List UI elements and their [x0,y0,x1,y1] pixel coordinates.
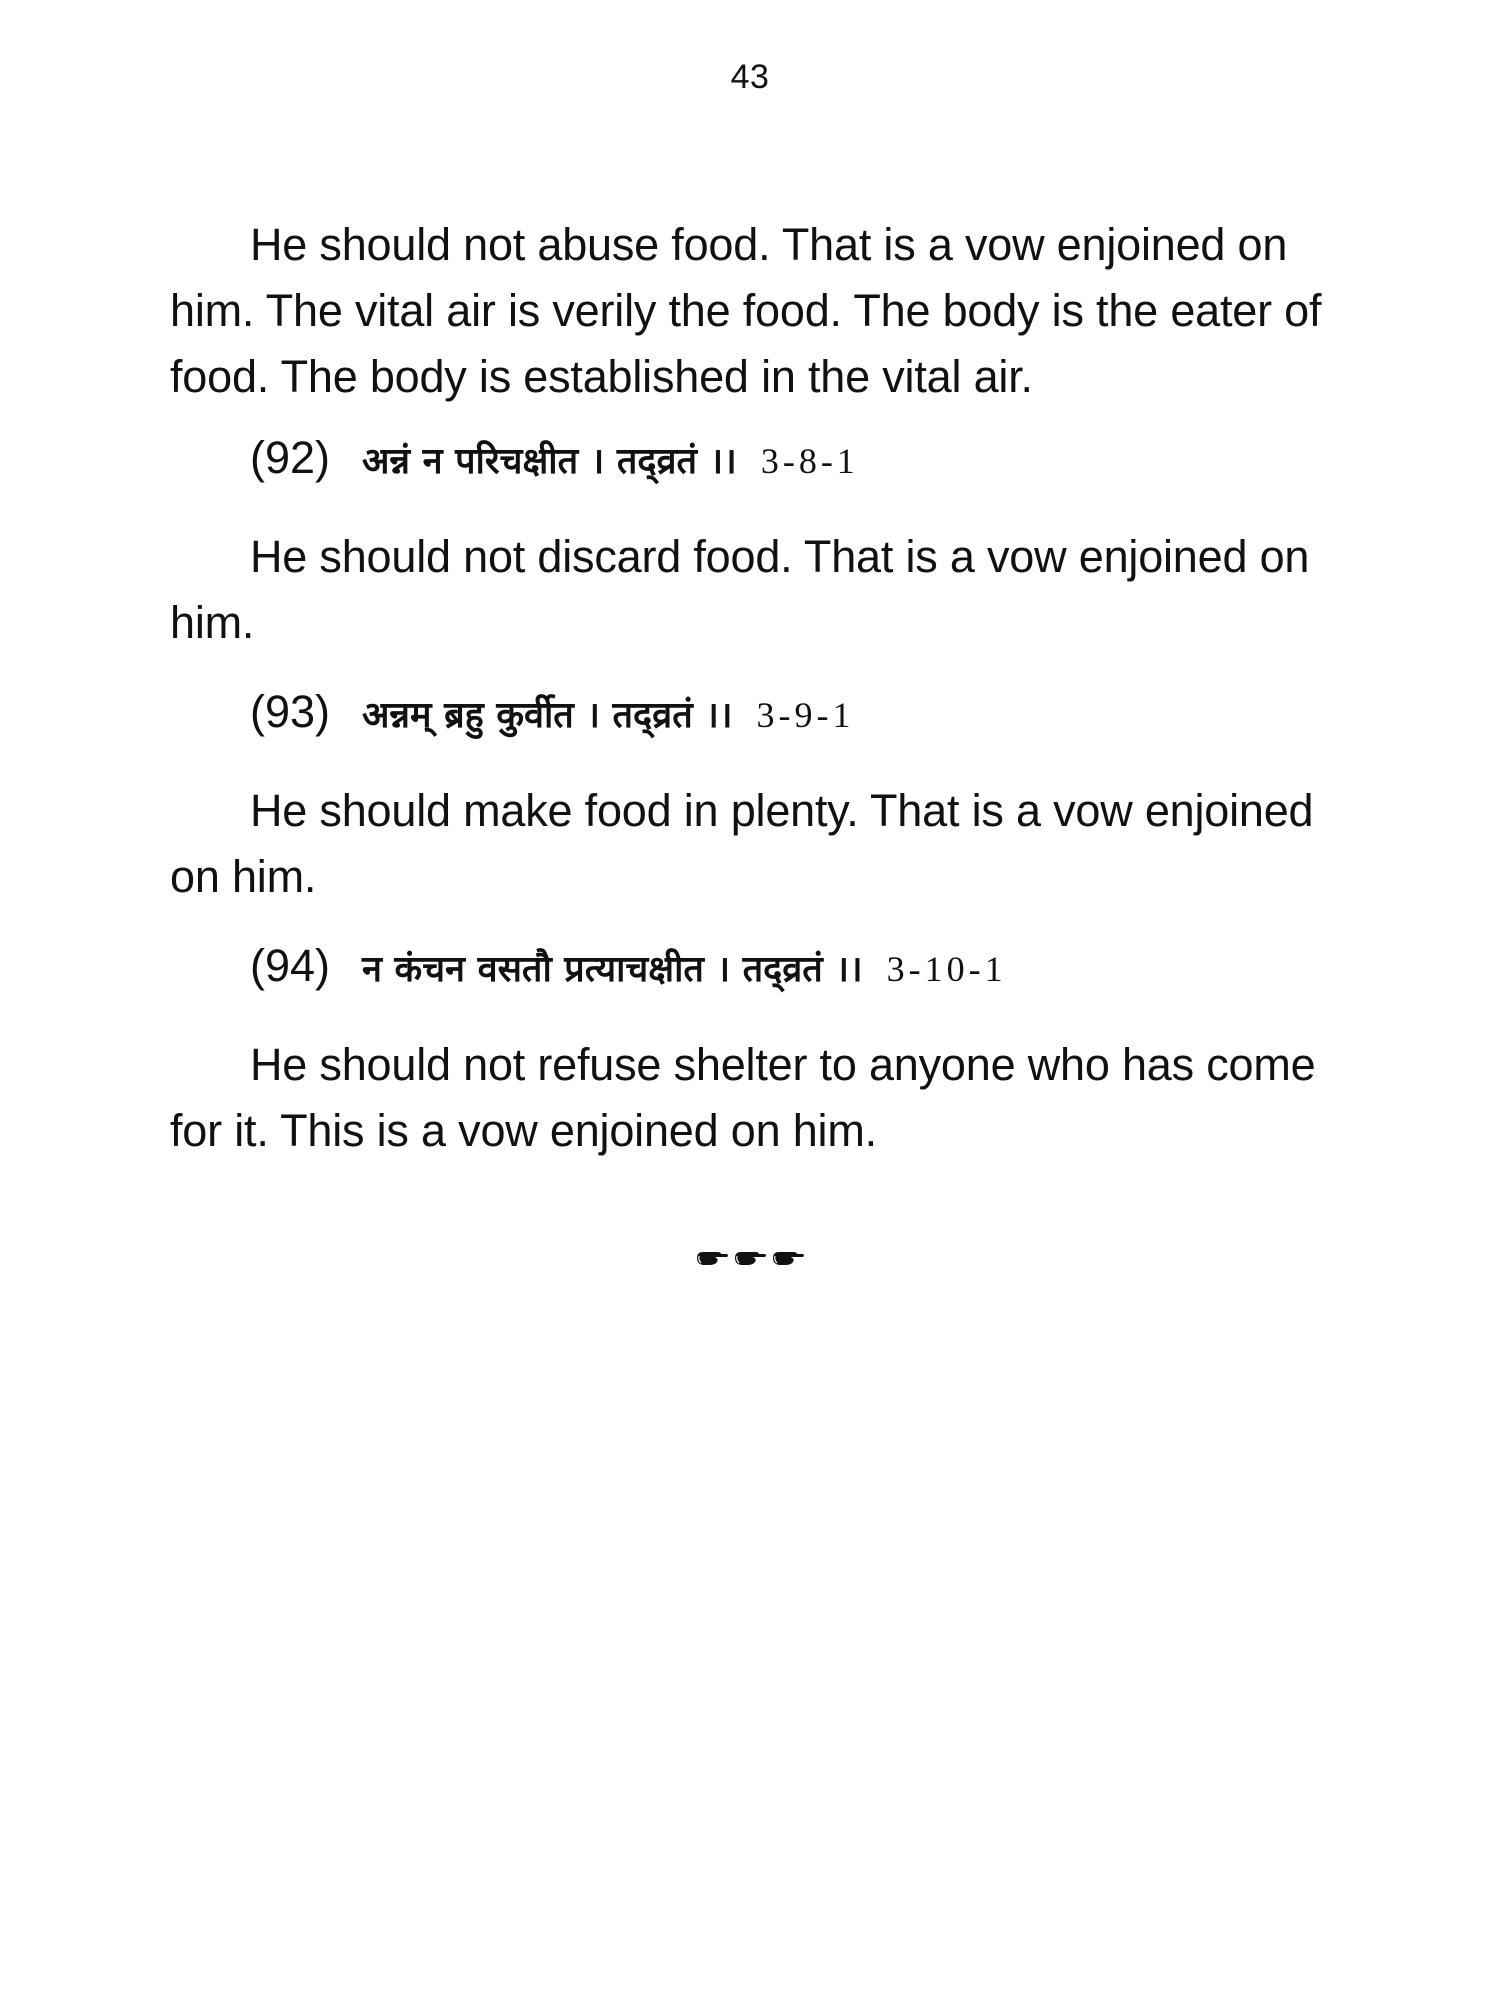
paragraph-1: He should not abuse food. That is a vow enjoined on him. The vital air is verily the food. The body is the eater of food. The body is established in the vital air. [170,219,1322,402]
verse-94 [250,940,1400,992]
verse-number: (92) [250,432,331,483]
paragraph-3: He should make food in plenty. That is a vow enjoined on him. [170,785,1314,902]
verse-reference: 3-8-1 [760,441,859,481]
verse-reference: 3-10-1 [886,949,1007,989]
verse-93 [250,686,1400,738]
end-ornament [0,1248,1500,1268]
paragraph-4: He should not refuse shelter to anyone who has come for it. This is a vow enjoined on him. [170,1039,1316,1156]
page-number: 43 [730,58,770,96]
verse-sanskrit: न कंचन वसतौ प्रत्याचक्षीत । तद्व्रतं ।। [362,948,863,990]
verse-number: (93) [250,686,331,737]
verse-number: (94) [250,940,331,991]
pointing-hand-icon [771,1248,805,1268]
pointing-hand-icon [733,1248,767,1268]
verse-reference: 3-9-1 [756,695,855,735]
pointing-hand-icon [695,1248,729,1268]
verse-92 [250,432,1400,484]
paragraph-2: He should not discard food. That is a vow enjoined on him. [170,531,1310,648]
verse-sanskrit: अन्नम् ब्रहु कुर्वीत । तद्व्रतं ।। [362,694,733,736]
verse-sanskrit: अन्नं न परिचक्षीत । तद्व्रतं ।। [362,440,737,482]
